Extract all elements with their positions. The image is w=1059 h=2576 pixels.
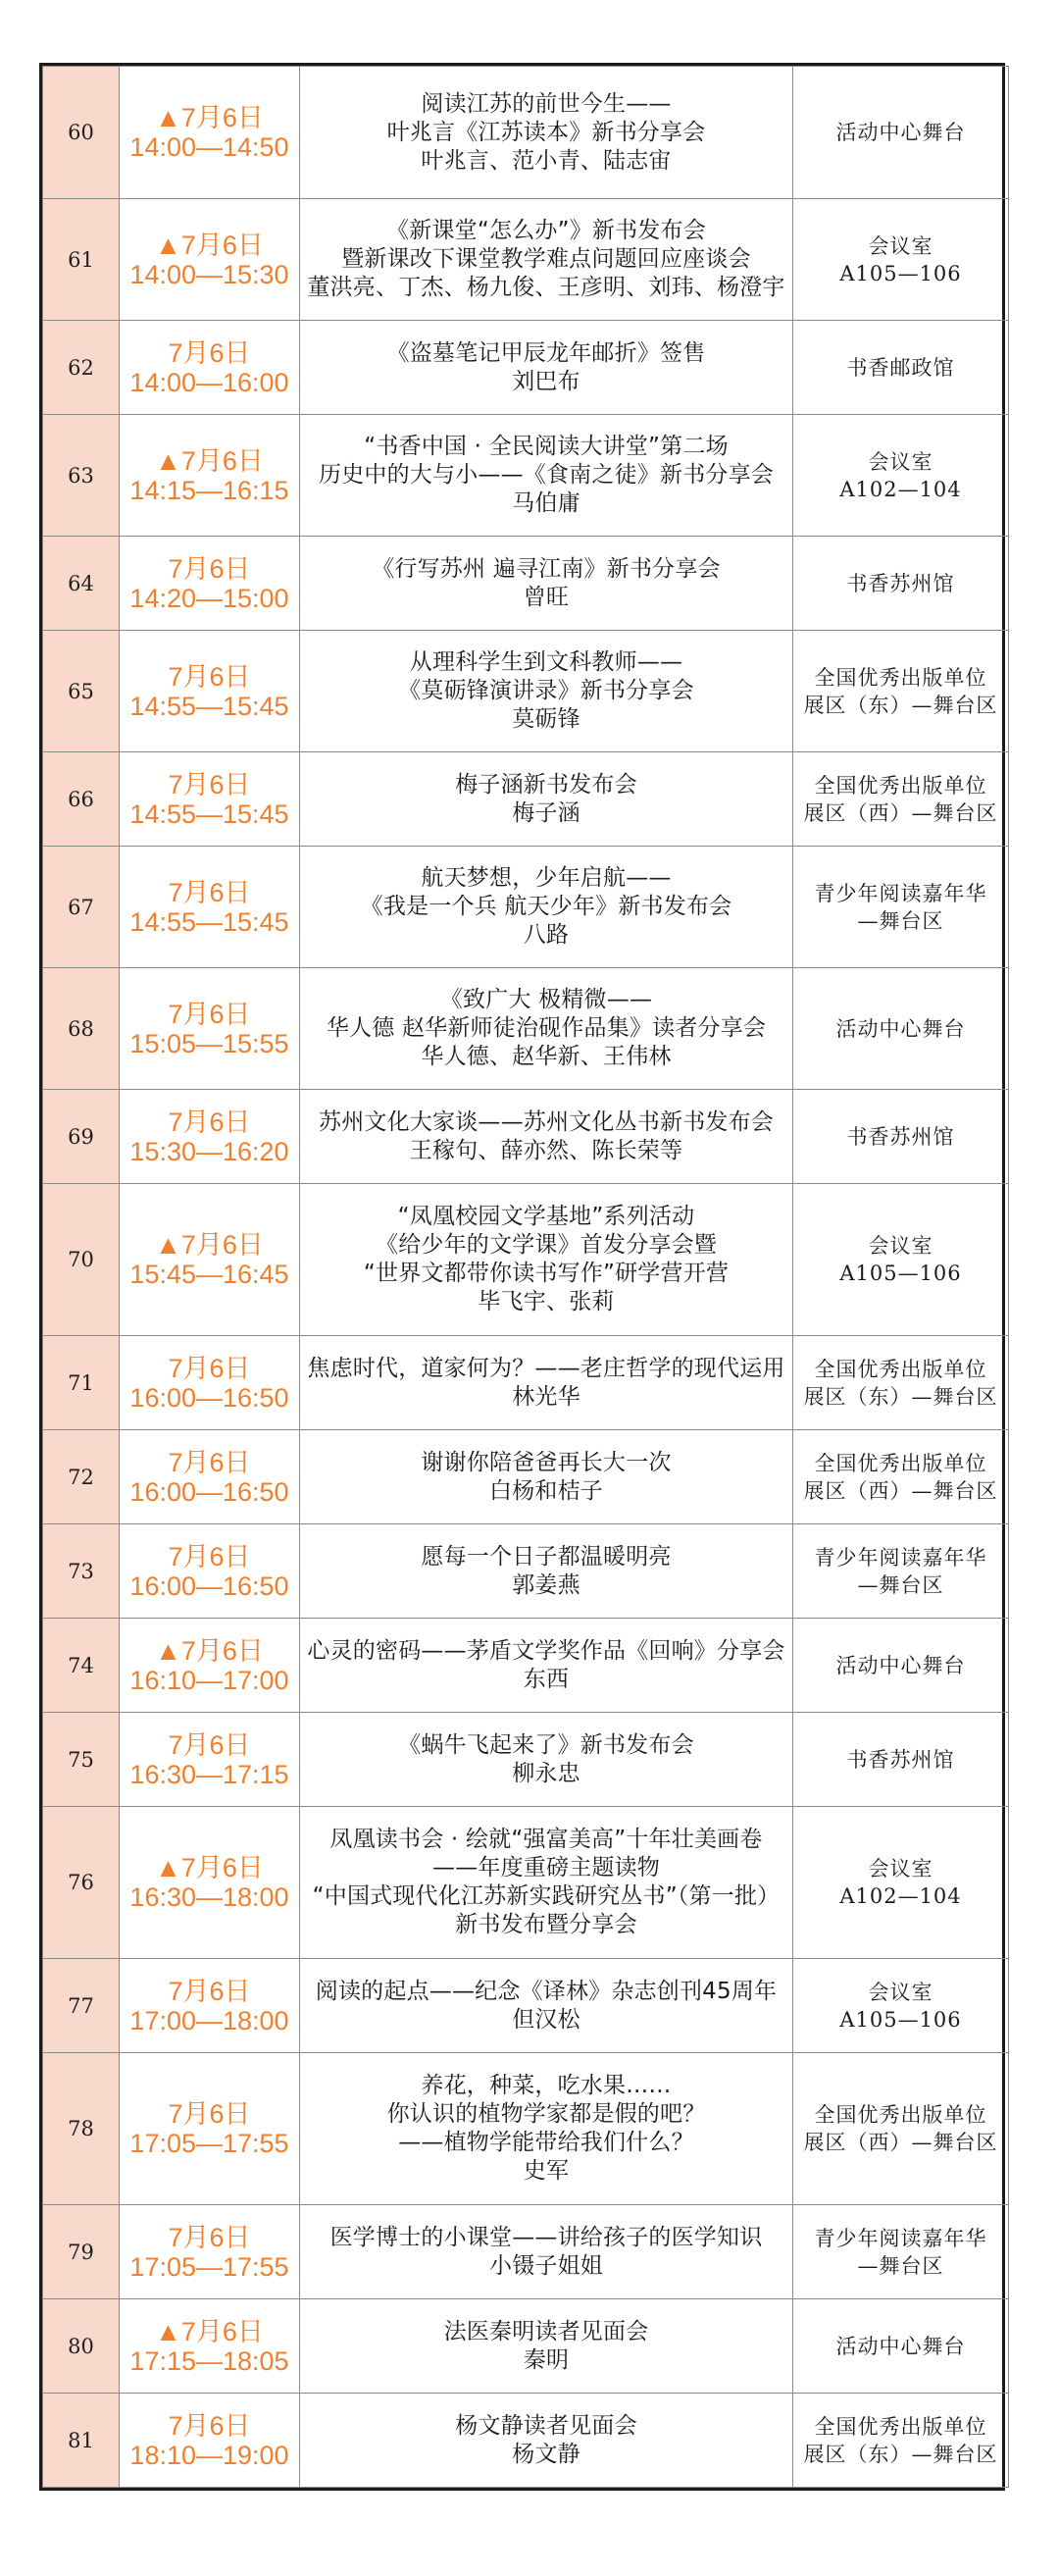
event-title-line: 焦虑时代，道家何为？——老庄哲学的现代运用 [307,1355,785,1381]
table-row [43,2299,1009,2394]
event-title-line: 秦明 [523,2346,570,2373]
table-row [43,1524,1009,1619]
event-venue-line: —舞台区 [857,908,944,933]
event-date: 7月6日 [168,553,251,584]
event-title-line: 《致广大 极精微—— [439,987,653,1012]
table-row [43,1713,1009,1807]
event-title-line: 你认识的植物学家都是假的吧？ [386,2101,706,2127]
event-time: 15:05—15:55 [129,1028,289,1058]
event-title-cell [300,1090,793,1184]
event-time: 16:10—17:00 [129,1665,289,1695]
event-title-cell [300,321,793,415]
table-row [43,321,1009,415]
event-time: 17:05—17:55 [129,2129,289,2158]
event-venue-cell [793,2299,1009,2394]
table-row [43,415,1009,537]
event-venue-line: 书香苏州馆 [846,1124,955,1149]
event-venue-cell [793,67,1009,199]
row-number: 65 [43,631,120,752]
event-date: 7月6日 [168,877,251,907]
event-datetime-cell [120,1184,300,1336]
event-title-line: 苏州文化大家谈——苏州文化丛书新书发布会 [319,1108,774,1135]
event-title-cell [300,415,793,537]
table-row [43,2394,1009,2488]
row-number: 80 [43,2299,120,2394]
event-title-line: 杨文静读者见面会 [455,2412,637,2439]
table-row [43,1619,1009,1713]
event-title-cell [300,2205,793,2299]
event-time: 14:00—16:00 [129,367,289,397]
event-title-line: 航天梦想，少年启航—— [421,865,672,891]
event-time: 14:55—15:45 [129,906,289,937]
table-row [43,2205,1009,2299]
event-venue-cell [793,1524,1009,1619]
event-venue-line: 会议室 [868,1857,933,1880]
event-time: 17:00—18:00 [129,2005,289,2035]
event-venue-cell [793,415,1009,537]
event-venue-cell [793,1430,1009,1524]
event-time: 14:55—15:45 [129,691,289,721]
event-venue-line: A105—106 [839,1262,962,1285]
event-datetime-cell [120,631,300,752]
event-date: ▲7月6日 [155,1635,264,1666]
event-venue-cell [793,1959,1009,2053]
event-title-line: ——植物学能带给我们什么？ [398,2130,694,2155]
event-title-line: 从理科学生到文科教师—— [409,649,683,675]
event-venue-line: 展区（西）—舞台区 [803,1478,998,1503]
row-number: 60 [43,67,120,199]
table-row [43,847,1009,968]
event-venue-line: 全国优秀出版单位 [814,1357,987,1381]
event-time: 14:00—15:30 [129,259,289,289]
event-title-line: 华人德 赵华新师徒治砚作品集》读者分享会 [326,1015,767,1041]
event-venue-line: 青少年阅读嘉年华 [814,2226,987,2250]
event-venue-line: 全国优秀出版单位 [814,2103,987,2127]
event-title-line: 王稼句、薛亦然、陈长荣等 [409,1137,683,1163]
event-datetime-cell [120,321,300,415]
event-venue-line: 展区（东）—舞台区 [803,2442,998,2466]
event-time: 16:00—16:50 [129,1571,289,1601]
row-number: 75 [43,1713,120,1807]
event-venue-line: 会议室 [868,233,933,258]
table-row [43,752,1009,847]
event-venue-line: 活动中心舞台 [835,1016,966,1041]
table-row [43,1807,1009,1959]
event-title-line: 心灵的密码——茅盾文学奖作品《回响》分享会 [307,1637,785,1664]
event-date: ▲7月6日 [155,1230,264,1260]
event-venue-line: —舞台区 [857,1572,944,1597]
event-datetime-cell [120,415,300,537]
event-title-line: 郭姜燕 [512,1571,580,1598]
event-title-line: 《莫砺锋演讲录》新书分享会 [398,678,694,703]
event-title-line: 柳永忠 [512,1760,580,1786]
event-datetime-cell [120,968,300,1090]
table-row [43,1184,1009,1336]
event-time: 16:30—18:00 [129,1882,289,1912]
table-row [43,1336,1009,1430]
event-title-cell [300,1430,793,1524]
row-number: 66 [43,752,120,847]
event-venue-line: —舞台区 [857,2253,944,2278]
event-title-line: 新书发布暨分享会 [455,1912,637,1937]
event-datetime-cell [120,199,300,321]
event-venue-line: 书香苏州馆 [846,571,955,595]
event-date: ▲7月6日 [155,2316,264,2346]
event-title-line: “凤凰校园文学基地”系列活动 [397,1204,695,1229]
event-title-line: 梅子涵新书发布会 [455,771,637,798]
table-row [43,1430,1009,1524]
event-title-line: 叶兆言、范小青、陆志宙 [421,147,672,174]
event-time: 15:45—16:45 [129,1260,289,1289]
event-title-cell [300,1524,793,1619]
row-number: 63 [43,415,120,537]
event-datetime-cell [120,1524,300,1619]
event-time: 14:15—16:15 [129,475,289,505]
event-datetime-cell [120,2205,300,2299]
event-time: 17:15—18:05 [129,2345,289,2376]
row-number: 74 [43,1619,120,1713]
table-row [43,1959,1009,2053]
event-venue-line: 青少年阅读嘉年华 [814,881,987,905]
event-date: ▲7月6日 [155,445,264,476]
event-venue-cell [793,1713,1009,1807]
row-number: 71 [43,1336,120,1430]
event-title-line: 华人德、赵华新、王伟林 [421,1044,672,1069]
event-date: 7月6日 [168,1729,251,1760]
row-number: 70 [43,1184,120,1336]
event-venue-cell [793,1619,1009,1713]
event-date: 7月6日 [168,1353,251,1383]
row-number: 64 [43,537,120,631]
table-row [43,537,1009,631]
event-title-line: 东西 [523,1666,570,1692]
event-datetime-cell [120,2299,300,2394]
event-time: 16:00—16:50 [129,1476,289,1507]
event-venue-cell [793,321,1009,415]
event-title-cell [300,2299,793,2394]
event-title-line: 八路 [523,922,570,948]
event-date: 7月6日 [168,999,251,1029]
event-title-cell [300,847,793,968]
event-title-line: 法医秦明读者见面会 [443,2318,649,2344]
schedule-rows [43,67,1009,2488]
event-title-line: 马伯庸 [512,490,580,516]
event-venue-line: 书香邮政馆 [846,355,955,380]
event-title-line: 阅读的起点——纪念《译林》杂志创刊45周年 [315,1978,778,2004]
event-datetime-cell [120,537,300,631]
row-number: 77 [43,1959,120,2053]
event-venue-cell [793,2053,1009,2205]
event-date: ▲7月6日 [155,103,264,132]
event-datetime-cell [120,752,300,847]
event-date: 7月6日 [168,1447,251,1477]
event-venue-cell [793,537,1009,631]
event-title-line: 暨新课改下课堂教学难点问题回应座谈会 [341,246,751,272]
event-title-line: 白杨和桔子 [489,1477,603,1504]
event-venue-line: 全国优秀出版单位 [814,773,987,798]
event-title-cell [300,1807,793,1959]
event-date: 7月6日 [168,769,251,799]
event-title-line: 历史中的大与小——《食南之徒》新书分享会 [319,462,774,488]
event-title-line: 毕飞宇、张莉 [478,1289,615,1314]
event-venue-cell [793,1184,1009,1336]
table-row [43,1090,1009,1184]
event-venue-cell [793,1807,1009,1959]
event-venue-cell [793,2394,1009,2488]
event-venue-cell [793,631,1009,752]
event-title-line: 《给少年的文学课》首发分享会暨 [376,1232,717,1258]
event-date: 7月6日 [168,1541,251,1571]
event-venue-line: 活动中心舞台 [835,1653,966,1677]
event-venue-cell [793,2205,1009,2299]
row-number: 67 [43,847,120,968]
event-title-cell [300,1184,793,1336]
event-venue-line: 全国优秀出版单位 [814,665,987,690]
event-title-cell [300,968,793,1090]
event-title-line: 董洪亮、丁杰、杨九俊、王彦明、刘玮、杨澄宇 [307,275,785,300]
event-date: 7月6日 [168,2099,251,2129]
event-title-line: “中国式现代化江苏新实践研究丛书”（第一批） [312,1883,781,1909]
event-time: 17:05—17:55 [129,2251,289,2282]
event-venue-cell [793,968,1009,1090]
event-venue-line: 会议室 [868,1234,933,1258]
event-title-line: 史军 [523,2158,570,2184]
event-date: 7月6日 [168,2222,251,2252]
event-venue-line: A105—106 [839,261,962,285]
row-number: 78 [43,2053,120,2205]
row-number: 73 [43,1524,120,1619]
event-title-cell [300,1713,793,1807]
event-venue-line: 展区（东）—舞台区 [803,693,998,717]
event-venue-line: A105—106 [839,2007,962,2032]
table-row [43,631,1009,752]
event-venue-cell [793,1336,1009,1430]
event-title-line: “世界文都带你读书写作”研学营开营 [363,1261,730,1286]
event-title-line: 《蜗牛飞起来了》新书发布会 [398,1731,694,1758]
event-datetime-cell [120,1336,300,1430]
event-title-line: 《盗墓笔记甲辰龙年邮折》签售 [386,339,706,366]
event-title-line: 刘巴布 [512,368,580,394]
event-title-line: 曾旺 [523,584,570,610]
event-venue-line: 书香苏州馆 [846,1747,955,1772]
event-date: 7月6日 [168,1107,251,1137]
event-datetime-cell [120,2053,300,2205]
event-venue-line: A102—104 [839,1884,962,1908]
event-title-line: 谢谢你陪爸爸再长大一次 [421,1449,672,1475]
event-venue-line: 全国优秀出版单位 [814,1451,987,1475]
event-datetime-cell [120,1713,300,1807]
event-title-cell [300,199,793,321]
event-venue-line: 会议室 [868,449,933,474]
row-number: 79 [43,2205,120,2299]
event-title-cell [300,67,793,199]
row-number: 69 [43,1090,120,1184]
row-number: 81 [43,2394,120,2488]
event-datetime-cell [120,2394,300,2488]
event-venue-cell [793,1090,1009,1184]
event-venue-line: 青少年阅读嘉年华 [814,1545,987,1570]
event-datetime-cell [120,1619,300,1713]
event-title-line: 叶兆言《江苏读本》新书分享会 [386,119,706,145]
table-row [43,2053,1009,2205]
event-title-cell [300,537,793,631]
event-venue-line: 展区（东）—舞台区 [803,1384,998,1409]
event-title-line: 杨文静 [512,2441,580,2467]
event-datetime-cell [120,1090,300,1184]
row-number: 62 [43,321,120,415]
table-row [43,67,1009,199]
event-title-line: 《新课堂“怎么办”》新书发布会 [386,218,706,243]
event-time: 14:55—15:45 [129,799,289,829]
event-title-line: 养花，种菜，吃水果…… [421,2073,672,2098]
event-title-line: 凤凰读书会 · 绘就“强富美高”十年壮美画卷 [329,1827,763,1852]
event-datetime-cell [120,1807,300,1959]
table-row [43,968,1009,1090]
event-title-line: 愿每一个日子都温暖明亮 [421,1543,672,1570]
event-date: ▲7月6日 [155,1853,264,1882]
event-title-line: 《行写苏州 遍寻江南》新书分享会 [372,555,721,582]
event-title-line: 《我是一个兵 航天少年》新书发布会 [360,894,732,919]
row-number: 76 [43,1807,120,1959]
table-row [43,199,1009,321]
event-datetime-cell [120,1430,300,1524]
event-time: 14:00—14:50 [129,132,289,162]
event-venue-line: 展区（西）—舞台区 [803,2131,998,2154]
row-number: 68 [43,968,120,1090]
event-date: ▲7月6日 [155,230,264,260]
event-title-line: 莫砺锋 [512,706,580,732]
event-time: 14:20—15:00 [129,583,289,613]
event-title-cell [300,1619,793,1713]
event-title-line: 阅读江苏的前世今生—— [421,90,672,117]
event-venue-line: 活动中心舞台 [835,121,966,144]
event-title-line: “书香中国 · 全民阅读大讲堂”第二场 [364,434,729,459]
event-title-cell [300,2053,793,2205]
event-datetime-cell [120,67,300,199]
event-title-line: ——年度重磅主题读物 [432,1855,660,1880]
event-date: 7月6日 [168,1976,251,2006]
event-title-line: 梅子涵 [512,799,580,826]
event-date: 7月6日 [168,2410,251,2441]
event-date: 7月6日 [168,337,251,368]
event-title-line: 林光华 [512,1383,580,1410]
event-title-line: 小镊子姐姐 [489,2252,603,2279]
event-time: 18:10—19:00 [129,2440,289,2470]
event-time: 16:00—16:50 [129,1382,289,1413]
event-title-line: 医学博士的小课堂——讲给孩子的医学知识 [329,2224,763,2250]
event-venue-line: 全国优秀出版单位 [814,2414,987,2439]
event-date: 7月6日 [168,661,251,692]
event-title-cell [300,2394,793,2488]
event-time: 16:30—17:15 [129,1759,289,1789]
event-venue-line: 活动中心舞台 [835,2334,966,2358]
event-time: 15:30—16:20 [129,1136,289,1166]
event-datetime-cell [120,847,300,968]
event-venue-line: 展区（西）—舞台区 [803,800,998,825]
row-number: 61 [43,199,120,321]
event-title-cell [300,631,793,752]
event-title-cell [300,1336,793,1430]
event-title-cell [300,1959,793,2053]
event-venue-line: A102—104 [839,477,962,501]
event-datetime-cell [120,1959,300,2053]
event-venue-cell [793,847,1009,968]
event-venue-cell [793,199,1009,321]
event-venue-line: 会议室 [868,1980,933,2004]
event-title-line: 但汉松 [512,2006,580,2033]
event-title-cell [300,752,793,847]
event-venue-cell [793,752,1009,847]
schedule-sheet [39,63,1005,2491]
row-number: 72 [43,1430,120,1524]
event-schedule-table [42,66,1009,2488]
